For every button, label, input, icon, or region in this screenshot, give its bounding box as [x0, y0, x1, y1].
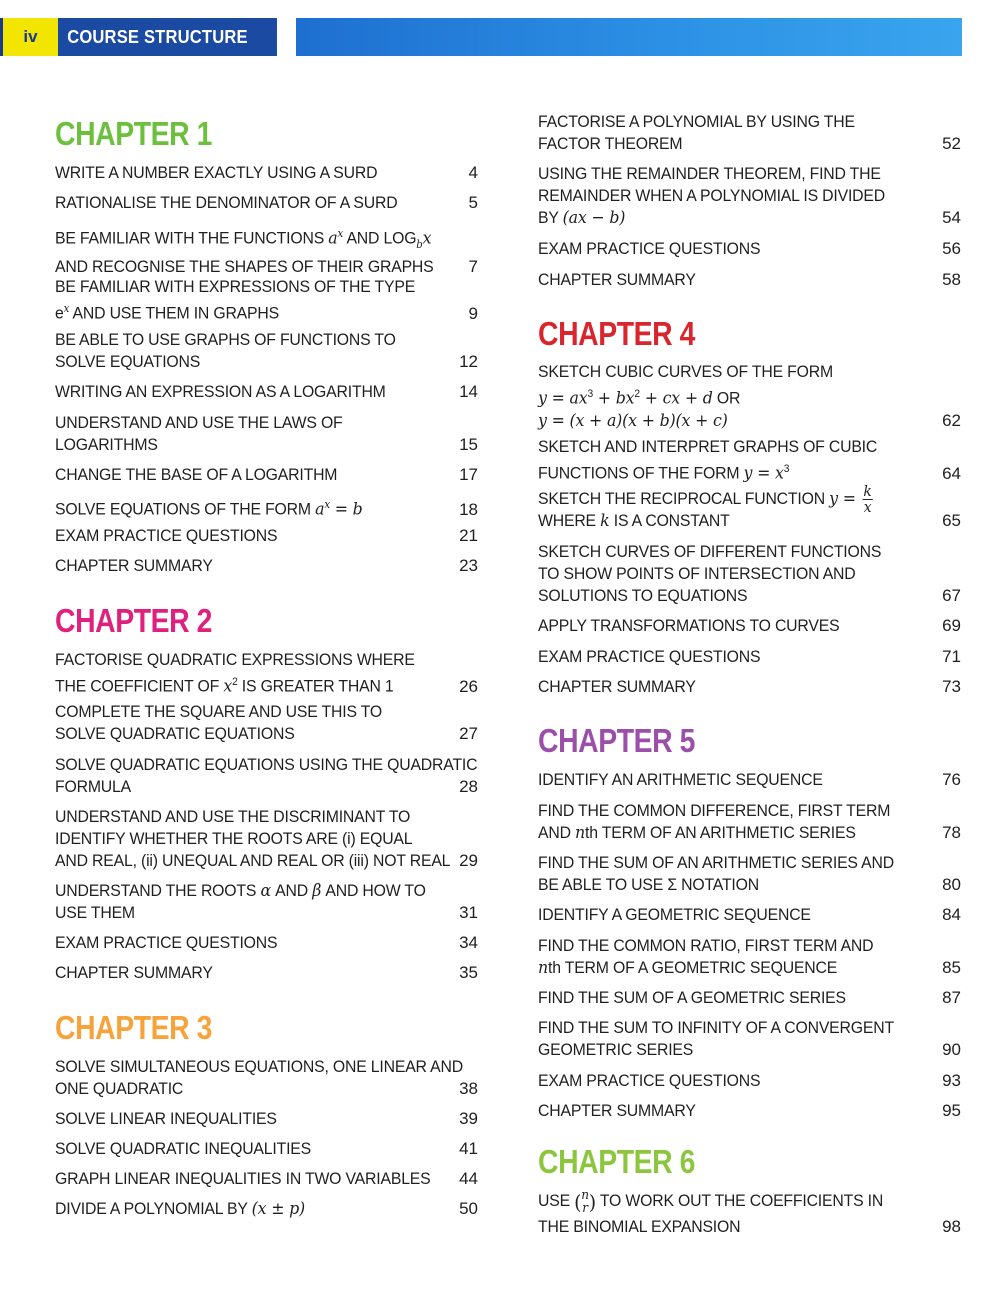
toc-entry[interactable] — [538, 238, 961, 260]
entry-page: 4 — [468, 163, 478, 182]
entry-title: BE FAMILIAR WITH THE FUNCTIONS $a^x$ AND $LOG_bx$ — [55, 227, 432, 252]
entry-title-line: y = (x + a)(x + b)(x + c) — [538, 410, 728, 431]
entry-page: 87 — [942, 988, 961, 1007]
toc-entry[interactable] — [538, 484, 961, 532]
entry-title: RATIONALISE THE DENOMINATOR OF A SURD — [55, 193, 398, 212]
entry-title-line: SOLVE EQUATIONS — [55, 352, 201, 371]
entry-page: 93 — [942, 1071, 961, 1090]
chapter-5-heading: CHAPTER 5 — [538, 722, 695, 759]
entry-page: 54 — [942, 208, 961, 227]
entry-title: CHAPTER SUMMARY — [55, 963, 213, 982]
toc-entry[interactable] — [538, 1100, 961, 1122]
entry-title: IDENTIFY A GEOMETRIC SEQUENCE — [538, 905, 811, 924]
entry-page: 12 — [459, 352, 478, 371]
fraction: $\frac{k}{x}$ — [863, 482, 872, 516]
entry-page: 95 — [942, 1101, 961, 1120]
entry-page: 34 — [459, 933, 478, 952]
entry-page: 38 — [459, 1079, 478, 1098]
toc-entry[interactable] — [538, 904, 961, 926]
entry-title: UNDERSTAND AND USE THE DISCRIMINANT TO — [55, 807, 411, 826]
entry-title-line: BE ABLE TO USE Σ NOTATION — [538, 875, 759, 894]
toc-entry[interactable] — [55, 701, 478, 745]
entry-title-line: TO SHOW POINTS OF INTERSECTION AND — [538, 564, 856, 583]
entry-page: 18 — [459, 499, 478, 519]
entry-title: SKETCH CUBIC CURVES OF THE FORM — [538, 362, 833, 381]
chapter-1-heading: CHAPTER 1 — [55, 115, 212, 152]
chapter-6-heading: CHAPTER 6 — [538, 1143, 695, 1180]
toc-entry[interactable] — [55, 555, 478, 577]
entry-page: 31 — [459, 903, 478, 922]
toc-entry[interactable] — [538, 769, 961, 791]
entry-page: 17 — [459, 465, 478, 484]
entry-title-line: SOLVE QUADRATIC EQUATIONS — [55, 724, 295, 743]
entry-page: 78 — [942, 823, 961, 842]
entry-title: EXAM PRACTICE QUESTIONS — [538, 647, 761, 666]
entry-title: CHAPTER SUMMARY — [538, 1101, 696, 1120]
header-bar — [296, 18, 962, 56]
toc-entry[interactable] — [538, 1017, 961, 1061]
entry-title-line: REMAINDER WHEN A POLYNOMIAL IS DIVIDED — [538, 186, 885, 205]
entry-title: SOLVE LINEAR INEQUALITIES — [55, 1109, 277, 1128]
entry-page: 9 — [468, 303, 478, 323]
entry-title: FIND THE SUM TO INFINITY OF A CONVERGENT — [538, 1018, 894, 1037]
entry-title-line: LOGARITHMS — [55, 435, 158, 454]
entry-title-line: THE COEFFICIENT OF $x^2$ IS GREATER THAN 1 — [55, 676, 394, 697]
entry-title-line: AND nth TERM OF AN ARITHMETIC SERIES — [538, 823, 856, 843]
toc-entry[interactable] — [55, 525, 478, 547]
entry-page: 44 — [459, 1169, 478, 1188]
entry-title: BE ABLE TO USE GRAPHS OF FUNCTIONS TO — [55, 330, 396, 349]
entry-page: 67 — [942, 586, 961, 605]
entry-title-line: FACTOR THEOREM — [538, 134, 683, 153]
entry-page: 58 — [942, 270, 961, 289]
toc-entry[interactable] — [538, 615, 961, 637]
entry-title: EXAM PRACTICE QUESTIONS — [55, 933, 278, 952]
toc-entry[interactable] — [538, 800, 961, 844]
entry-title-line: FORMULA — [55, 777, 131, 796]
entry-title-line: nth TERM OF A GEOMETRIC SEQUENCE — [538, 958, 838, 978]
toc-entry[interactable] — [55, 276, 478, 325]
entry-title-line: $y = ax^3 + bx^2$ + cx + d OR — [538, 388, 741, 409]
entry-title: USE ( n r ) TO WORK OUT THE COEFFICIENTS IN — [538, 1187, 884, 1216]
toc-entry[interactable] — [55, 1108, 478, 1130]
entry-title-line: GEOMETRIC SERIES — [538, 1040, 694, 1059]
page-header — [0, 18, 962, 56]
entry-title: WRITE A NUMBER EXACTLY USING A SURD — [55, 163, 378, 182]
entry-page: 41 — [459, 1139, 478, 1158]
entry-title: FACTORISE QUADRATIC EXPRESSIONS WHERE — [55, 650, 415, 669]
entry-title: SOLVE EQUATIONS OF THE FORM $a^x = b$ — [55, 498, 363, 520]
entry-page: 23 — [459, 556, 478, 575]
chapter-2-heading: CHAPTER 2 — [55, 602, 212, 639]
entry-title: CHANGE THE BASE OF A LOGARITHM — [55, 465, 338, 484]
entry-title: CHAPTER SUMMARY — [538, 677, 696, 696]
entry-title: APPLY TRANSFORMATIONS TO CURVES — [538, 616, 840, 635]
entry-page: 29 — [459, 851, 478, 870]
entry-title-line: USE THEM — [55, 903, 135, 922]
toc-entry[interactable] — [55, 192, 478, 214]
entry-title: USING THE REMAINDER THEOREM, FIND THE — [538, 164, 881, 183]
page-number: iv — [0, 18, 58, 56]
entry-title: WRITING AN EXPRESSION AS A LOGARITHM — [55, 382, 386, 401]
entry-title: BE FAMILIAR WITH EXPRESSIONS OF THE TYPE — [55, 277, 416, 296]
toc-entry[interactable] — [55, 412, 478, 456]
entry-title-line: $e^x$ AND USE THEM IN GRAPHS — [55, 302, 279, 323]
entry-title: DIVIDE A POLYNOMIAL BY (x ± p) — [55, 1199, 306, 1219]
toc-entry[interactable] — [55, 494, 478, 521]
toc-entry[interactable] — [55, 649, 478, 698]
entry-title: SOLVE SIMULTANEOUS EQUATIONS, ONE LINEAR AND — [55, 1057, 463, 1076]
toc-entry[interactable] — [55, 1056, 478, 1100]
toc-entry[interactable] — [55, 932, 478, 954]
entry-title: CHAPTER SUMMARY — [538, 270, 696, 289]
toc-entry[interactable] — [538, 436, 961, 485]
entry-page: 98 — [942, 1217, 961, 1236]
entry-page: 62 — [942, 410, 961, 430]
entry-title: UNDERSTAND THE ROOTS α AND β AND HOW TO — [55, 881, 426, 901]
toc-entry[interactable] — [55, 162, 478, 184]
toc-entry[interactable] — [538, 269, 961, 291]
entry-page: 21 — [459, 526, 478, 545]
entry-title: FACTORISE A POLYNOMIAL BY USING THE — [538, 112, 855, 131]
toc-entry[interactable] — [55, 806, 478, 872]
toc-entry[interactable] — [538, 676, 961, 698]
toc-entry[interactable] — [538, 852, 961, 896]
toc-entry[interactable] — [55, 381, 478, 403]
entry-page: 76 — [942, 770, 961, 789]
entry-page: 7 — [468, 257, 478, 277]
entry-title: GRAPH LINEAR INEQUALITIES IN TWO VARIABLES — [55, 1169, 431, 1188]
entry-title: EXAM PRACTICE QUESTIONS — [538, 239, 761, 258]
chapter-4-heading: CHAPTER 4 — [538, 315, 695, 352]
entry-page: 5 — [468, 193, 478, 212]
entry-title-line: SOLUTIONS TO EQUATIONS — [538, 586, 748, 605]
entry-page: 35 — [459, 963, 478, 982]
entry-page: 28 — [459, 777, 478, 796]
toc-entry[interactable] — [538, 111, 961, 155]
entry-page: 85 — [942, 958, 961, 977]
entry-page: 15 — [459, 435, 478, 454]
entry-title: IDENTIFY AN ARITHMETIC SEQUENCE — [538, 770, 823, 789]
entry-title-line: BY (ax − b) — [538, 208, 626, 228]
toc-entry[interactable] — [538, 361, 961, 432]
entry-page: 14 — [459, 382, 478, 401]
entry-title: SKETCH CURVES OF DIFFERENT FUNCTIONS — [538, 542, 882, 561]
entry-title: SKETCH THE RECIPROCAL FUNCTION y = $\frac{k}{x}$ — [538, 482, 872, 516]
entry-title-line: ONE QUADRATIC — [55, 1079, 184, 1098]
entry-title: FIND THE COMMON RATIO, FIRST TERM AND — [538, 936, 874, 955]
entry-title: UNDERSTAND AND USE THE LAWS OF — [55, 413, 343, 432]
entry-title: EXAM PRACTICE QUESTIONS — [55, 526, 278, 545]
entry-page: 39 — [459, 1109, 478, 1128]
entry-page: 80 — [942, 875, 961, 894]
toc-entry[interactable] — [538, 163, 961, 229]
entry-title-line: IDENTIFY WHETHER THE ROOTS ARE (i) EQUAL — [55, 829, 413, 848]
toc-entry[interactable] — [55, 329, 478, 373]
entry-page: 64 — [942, 463, 961, 483]
toc-entry[interactable] — [55, 1138, 478, 1160]
entry-title: COMPLETE THE SQUARE AND USE THIS TO — [55, 702, 383, 721]
toc-entry[interactable] — [55, 464, 478, 486]
toc-entry[interactable] — [538, 646, 961, 668]
running-title: COURSE STRUCTURE — [58, 18, 277, 56]
toc-entry[interactable] — [55, 223, 478, 278]
toc-entry[interactable] — [538, 935, 961, 979]
entry-title-line: THE BINOMIAL EXPANSION — [538, 1217, 741, 1236]
entry-title: FIND THE SUM OF A GEOMETRIC SERIES — [538, 988, 846, 1007]
entry-title: CHAPTER SUMMARY — [55, 556, 213, 575]
entry-page: 73 — [942, 677, 961, 696]
entry-page: 27 — [459, 724, 478, 743]
toc-entry[interactable] — [55, 962, 478, 984]
toc-entry[interactable] — [55, 1168, 478, 1190]
entry-page: 52 — [942, 134, 961, 153]
toc-entry[interactable] — [538, 1186, 961, 1238]
entry-title: FIND THE COMMON DIFFERENCE, FIRST TERM — [538, 801, 891, 820]
toc-entry[interactable] — [55, 880, 478, 924]
entry-title-line: FUNCTIONS OF THE FORM $y = x^3$ — [538, 463, 790, 484]
entry-page: 56 — [942, 239, 961, 258]
entry-title: FIND THE SUM OF AN ARITHMETIC SERIES AND — [538, 853, 894, 872]
entry-title-line: WHERE k IS A CONSTANT — [538, 511, 730, 531]
binomial-coefficient: ( n r ) — [574, 1187, 596, 1216]
entry-page: 50 — [459, 1199, 478, 1218]
entry-page: 65 — [942, 511, 961, 530]
entry-title: SKETCH AND INTERPRET GRAPHS OF CUBIC — [538, 437, 878, 456]
entry-title-line: AND REAL, (ii) UNEQUAL AND REAL OR (iii) NOT REAL — [55, 851, 451, 870]
toc-entry[interactable] — [55, 1198, 478, 1220]
entry-page: 71 — [942, 647, 961, 666]
entry-page: 84 — [942, 905, 961, 924]
toc-entry[interactable] — [538, 541, 961, 607]
entry-title: EXAM PRACTICE QUESTIONS — [538, 1071, 761, 1090]
entry-page: 69 — [942, 616, 961, 635]
entry-title: SOLVE QUADRATIC INEQUALITIES — [55, 1139, 312, 1158]
entry-title: SOLVE QUADRATIC EQUATIONS USING THE QUADRATIC — [55, 755, 478, 774]
chapter-3-heading: CHAPTER 3 — [55, 1009, 212, 1046]
toc-entry[interactable] — [538, 1070, 961, 1092]
entry-page: 26 — [459, 676, 478, 696]
toc-entry[interactable] — [55, 754, 478, 798]
entry-page: 90 — [942, 1040, 961, 1059]
entry-title-line: AND RECOGNISE THE SHAPES OF THEIR GRAPHS — [55, 257, 434, 277]
toc-entry[interactable] — [538, 987, 961, 1009]
